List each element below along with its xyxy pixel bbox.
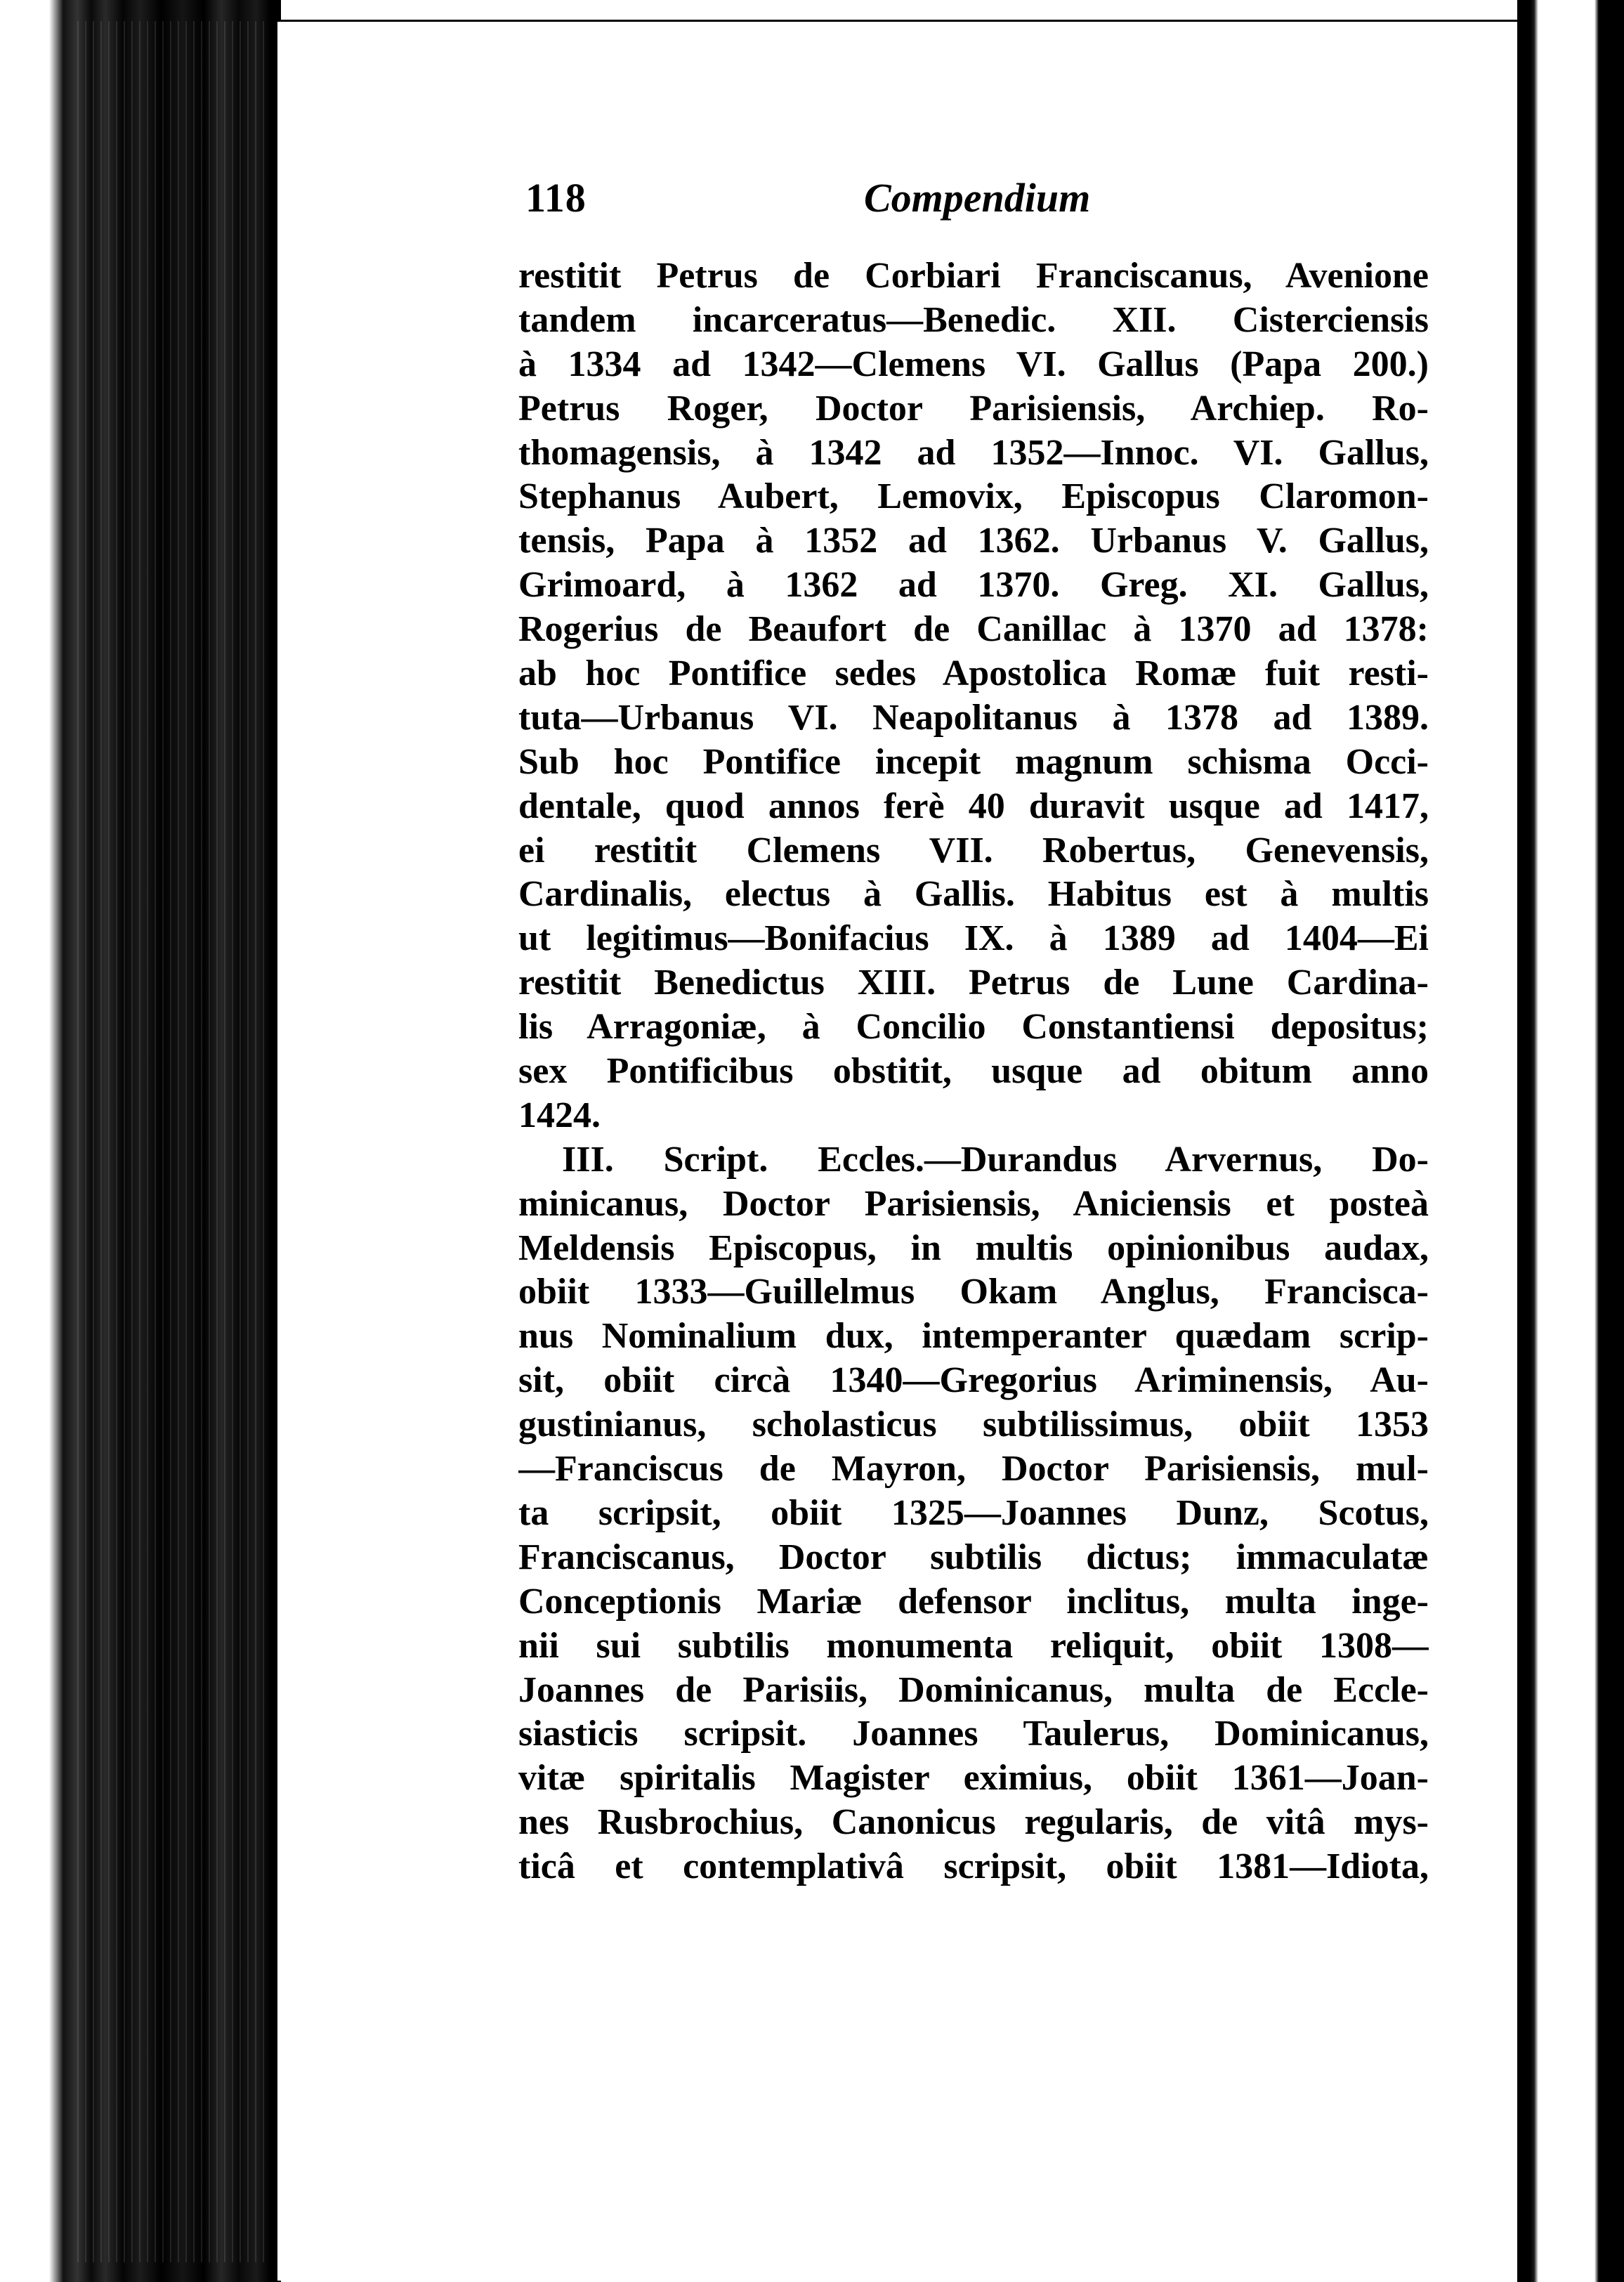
- text-line: nii sui subtilis monumenta reliquit, obiit 1308—: [518, 1625, 1429, 1666]
- page-edges: [77, 21, 267, 2262]
- text-line: ut legitimus—Bonifacius IX. à 1389 ad 1404—Ei: [518, 918, 1429, 959]
- text-line: ei restitit Clemens VII. Robertus, Genevensis,: [518, 830, 1429, 871]
- text-line: Petrus Roger, Doctor Parisiensis, Archiep. Ro-: [518, 388, 1429, 429]
- text-line: tuta—Urbanus VI. Neapolitanus à 1378 ad 1389.: [518, 697, 1429, 738]
- text-line: restitit Petrus de Corbiari Franciscanus, Avenione: [518, 256, 1429, 296]
- text-line: nus Nominalium dux, intemperanter quædam scrip-: [518, 1316, 1429, 1357]
- text-line: —Franciscus de Mayron, Doctor Parisiensis, mul-: [518, 1449, 1429, 1489]
- body-text: [518, 254, 1429, 1889]
- text-line: sit, obiit circà 1340—Gregorius Ariminensis, Au-: [518, 1360, 1429, 1401]
- text-line: obiit 1333—Guillelmus Okam Anglus, Francisca-: [518, 1272, 1429, 1312]
- text-line: Cardinalis, electus à Gallis. Habitus est à multis: [518, 874, 1429, 915]
- page-number: 118: [525, 175, 587, 221]
- text-line: lis Arragoniæ, à Concilio Constantiensi depositus;: [518, 1007, 1429, 1048]
- text-line: Joannes de Parisiis, Dominicanus, multa de Eccle-: [518, 1669, 1429, 1710]
- section-heading-line: III. Script. Eccles.—Durandus Arvernus, Do-: [562, 1139, 1429, 1180]
- text-line: Sub hoc Pontifice incepit magnum schisma Occi-: [518, 741, 1429, 782]
- right-page-edge: [1517, 0, 1624, 2282]
- text-line: gustinianus, scholasticus subtilissimus, obiit 1353: [518, 1404, 1429, 1445]
- text-line: Conceptionis Mariæ defensor inclitus, multa inge-: [518, 1581, 1429, 1622]
- text-line: Grimoard, à 1362 ad 1370. Greg. XI. Gallus,: [518, 565, 1429, 606]
- text-line: minicanus, Doctor Parisiensis, Aniciensis et posteà: [518, 1183, 1429, 1224]
- text-line: dentale, quod annos ferè 40 duravit usque ad 1417,: [518, 785, 1429, 826]
- text-line: ticâ et contemplativâ scripsit, obiit 1381—Idiota,: [518, 1846, 1429, 1887]
- text-line: tensis, Papa à 1352 ad 1362. Urbanus V. Gallus,: [518, 521, 1429, 561]
- text-line: tandem incarceratus—Benedic. XII. Cisterciensis: [518, 299, 1429, 340]
- text-line: sex Pontificibus obstitit, usque ad obitum anno: [518, 1051, 1429, 1092]
- text-line: Franciscanus, Doctor subtilis dictus; immaculatæ: [518, 1537, 1429, 1577]
- book-binding-gutter: [0, 0, 281, 2282]
- text-line: Rogerius de Beaufort de Canillac à 1370 ad 1378:: [518, 609, 1429, 650]
- running-title: Compendium: [864, 175, 1091, 221]
- text-line: Meldensis Episcopus, in multis opinionibus audax,: [518, 1227, 1429, 1268]
- text-line: siasticis scripsit. Joannes Taulerus, Dominicanus,: [518, 1714, 1429, 1754]
- page-header: [525, 174, 1439, 230]
- text-line: 1424.: [518, 1095, 601, 1135]
- text-line: vitæ spiritalis Magister eximius, obiit 1361—Joan-: [518, 1758, 1429, 1799]
- text-line: thomagensis, à 1342 ad 1352—Innoc. VI. Gallus,: [518, 432, 1429, 473]
- text-line: ab hoc Pontifice sedes Apostolica Romæ fuit resti-: [518, 653, 1429, 694]
- text-line: à 1334 ad 1342—Clemens VI. Gallus (Papa 200.): [518, 344, 1429, 384]
- text-line: restitit Benedictus XIII. Petrus de Lune Cardina-: [518, 963, 1429, 1003]
- text-line: Stephanus Aubert, Lemovix, Episcopus Claromon-: [518, 476, 1429, 517]
- text-line: ta scripsit, obiit 1325—Joannes Dunz, Scotus,: [518, 1492, 1429, 1533]
- text-line: nes Rusbrochius, Canonicus regularis, de vitâ mys-: [518, 1802, 1429, 1843]
